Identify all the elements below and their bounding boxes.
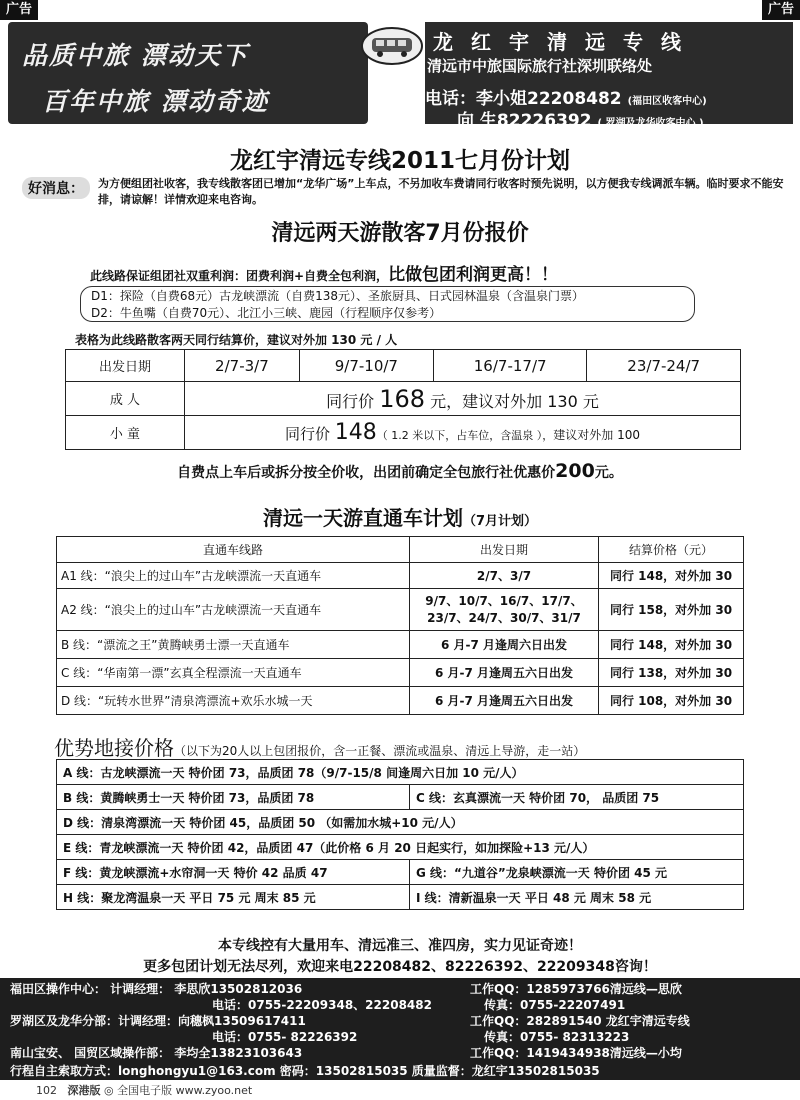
line-name: 龙红宇清远专线 <box>433 30 699 54</box>
footer-text: 工作QQ：282891540 龙红宇清远专线 <box>470 1014 690 1028</box>
date-cell: 16/7-17/7 <box>433 350 586 382</box>
footer-text: 传真：0755- 82313223 <box>484 1030 630 1044</box>
footer-text: 南山宝安、 国贸区域操作部： 李均全13823103643 <box>10 1046 303 1060</box>
table-row <box>57 631 744 659</box>
itinerary-day1: D1：探险（自费68元）古龙峡漂流（自费138元）、圣旅厨具、日式园林温泉（含温泉门票） <box>91 289 585 303</box>
agency-name: 清远市中旅国际旅行社深圳联络处 <box>427 57 653 75</box>
col-header: 直通车线路 <box>57 537 410 563</box>
footer-text: 福田区操作中心： 计调经理： 李思欣13502812036 <box>10 982 303 996</box>
route-cell: D 线：“玩转水世界”清泉湾漂流+欢乐水城一天 <box>57 687 410 715</box>
itinerary-day2: D2：牛鱼嘴（自费70元）、北江小三峡、鹿园（行程顺序仅参考） <box>91 306 442 320</box>
route-cell: A2 线：“浪尖上的过山车”古龙峡漂流一天直通车 <box>57 589 410 631</box>
main-title: 龙红宇清远专线2011七月份计划 <box>229 148 570 174</box>
dates-cell: 2/7、3/7 <box>410 563 599 589</box>
one-day-title: 清远一天游直通车计划（7月计划） <box>262 506 538 530</box>
table-row <box>57 659 744 687</box>
date-cell: 23/7-24/7 <box>587 350 741 382</box>
fleet-line-2: 更多包团计划无法尽列，欢迎来电22208482、82226392、22209348咨询！ <box>143 959 657 975</box>
table-row <box>57 687 744 715</box>
footer-text: 电话：0755- 82226392 <box>212 1030 358 1044</box>
footer-text: 电话：0755-22209348、22208482 <box>212 998 432 1012</box>
edition: 深港版 <box>67 1084 101 1097</box>
list-item: A 线：古龙峡漂流一天 特价团 73，品质团 78（9/7-15/8 间逢周六日加 10 元/人） <box>57 760 744 785</box>
ad-tag-left: 广告 <box>0 0 38 20</box>
table-row <box>57 589 744 631</box>
date-cell: 2/7-3/7 <box>185 350 300 382</box>
price-cell: 同行 138，对外加 30 <box>599 659 744 687</box>
website: 全国电子版 www.zyoo.net <box>117 1084 253 1097</box>
route-cell: B 线：“漂流之王”黄腾峡勇士漂一天直通车 <box>57 631 410 659</box>
contact-2: 向 生82226392 ( 罗湖及龙华收客中心 ) <box>457 111 704 131</box>
slogan-line-1: 品质中旅 漂动天下 <box>22 41 249 70</box>
advantage-title: 优势地接价格（以下为20人以上包团报价，含一正餐、漂流或温泉、清远上导游，走一站） <box>54 736 586 760</box>
table-row <box>57 563 744 589</box>
date-cell: 9/7-10/7 <box>299 350 433 382</box>
footer-text: 传真：0755-22207491 <box>484 998 626 1012</box>
bus-logo-icon <box>360 26 424 66</box>
list-item: H 线：聚龙湾温泉一天 平日 75 元 周末 85 元 <box>57 885 410 910</box>
ad-tag-right: 广告 <box>762 0 800 20</box>
self-pay-note: 自费点上车后或拆分按全价收，出团前确定全包旅行社优惠价200元。 <box>177 460 623 482</box>
page-number: 102 <box>36 1084 57 1097</box>
dates-cell: 6 月-7 月逢周五六日出发 <box>410 687 599 715</box>
fleet-note <box>0 936 800 978</box>
route-cell: C 线：“华南第一漂”玄真全程漂流一天直通车 <box>57 659 410 687</box>
adult-label: 成 人 <box>66 382 185 416</box>
price-cell: 同行 158，对外加 30 <box>599 589 744 631</box>
one-day-table <box>56 536 744 715</box>
footer-text: 工作QQ：1419434938清远线—小均 <box>470 1046 682 1060</box>
two-day-title: 清远两天游散客7月份报价 <box>271 221 529 246</box>
page-footer <box>36 1082 252 1098</box>
list-item: E 线：青龙峡漂流一天 特价团 42，品质团 47（此价格 6 月 20 日起实行，如加探险+13 元/人） <box>57 835 744 860</box>
contact-1: 电话：李小姐22208482 (福田区收客中心) <box>425 89 707 109</box>
itinerary-box <box>80 286 695 322</box>
date-header: 出发日期 <box>66 350 185 382</box>
list-item: C 线：玄真漂流一天 特价团 70， 品质团 75 <box>410 785 744 810</box>
footer-text: 罗湖区及龙华分部：计调经理：向穗枫13509617411 <box>10 1014 306 1028</box>
dates-cell: 9/7、10/7、16/7、17/7、23/7、24/7、30/7、31/7 <box>410 589 599 631</box>
price-cell: 同行 108，对外加 30 <box>599 687 744 715</box>
list-item: I 线：清新温泉一天 平日 48 元 周末 58 元 <box>410 885 744 910</box>
list-item: G 线：“九道谷”龙泉峡漂流一天 特价团 45 元 <box>410 860 744 885</box>
col-header: 出发日期 <box>410 537 599 563</box>
news-text: 为方便组团社收客，我专线散客团已增加“龙华广场”上车点，不另加收车费请同行收客时预先说明，以方便我专线调派车辆。临时要求不能安排，请谅解！详情欢迎来电咨询。 <box>98 177 784 206</box>
price-table-note: 表格为此线路散客两天同行结算价，建议对外加 130 元 / 人 <box>75 333 398 347</box>
child-label: 小 童 <box>66 416 185 450</box>
news-badge: 好消息： <box>22 177 90 199</box>
price-cell: 同行 148，对外加 30 <box>599 631 744 659</box>
price-cell: 同行 148，对外加 30 <box>599 563 744 589</box>
footer-text: 行程自主索取方式：longhongyu1@163.com 密码：13502815035 质量监督：龙红宇13502815035 <box>10 1064 600 1078</box>
list-item: B 线：黄腾峡勇士一天 特价团 73，品质团 78 <box>57 785 410 810</box>
profit-note: 此线路保证组团社双重利润：团费利润+自费全包利润，比做包团利润更高！！ <box>90 265 559 285</box>
adult-price: 同行价 168 元，建议对外加 130 元 <box>185 382 741 416</box>
contact-footer <box>0 978 800 1080</box>
list-item: D 线：清泉湾漂流一天 特价团 45，品质团 50 （如需加水城+10 元/人） <box>57 810 744 835</box>
contact-panel <box>425 22 793 131</box>
child-price: 同行价 148（ 1.2 米以下，占车位，含温泉 ），建议对外加 100 <box>185 416 741 450</box>
footer-text: 工作QQ：1285973766清远线—思欣 <box>470 982 682 996</box>
col-header: 结算价格（元） <box>599 537 744 563</box>
list-item: F 线：黄龙峡漂流+水帘洞一天 特价 42 品质 47 <box>57 860 410 885</box>
advantage-table <box>56 759 744 910</box>
globe-icon: ◎ <box>104 1084 114 1097</box>
two-day-price-table <box>65 349 741 450</box>
dates-cell: 6 月-7 月逢周五六日出发 <box>410 659 599 687</box>
dates-cell: 6 月-7 月逢周六日出发 <box>410 631 599 659</box>
slogan-panel <box>8 22 368 124</box>
route-cell: A1 线：“浪尖上的过山车”古龙峡漂流一天直通车 <box>57 563 410 589</box>
slogan-line-2: 百年中旅 漂动奇迹 <box>42 87 269 116</box>
profit-emphasis: 比做包团利润更高！！ <box>388 265 559 285</box>
fleet-line-1: 本专线控有大量用车、清远准三、准四房，实力见证奇迹！ <box>218 938 582 954</box>
